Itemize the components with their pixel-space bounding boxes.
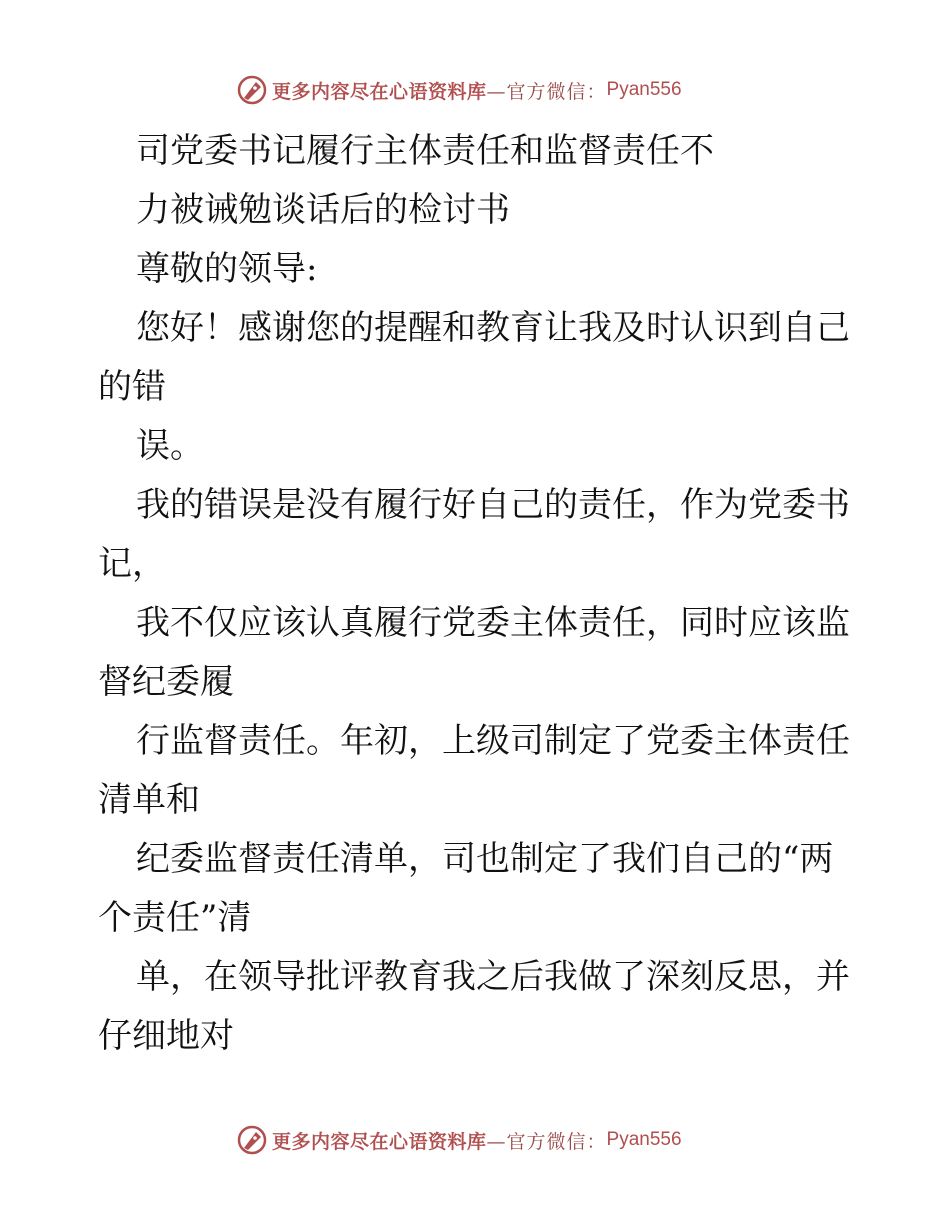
paragraph-line: 您好！感谢您的提醒和教育让我及时认识到自己: [136, 308, 850, 348]
salutation: 尊敬的领导:: [136, 249, 318, 289]
paragraph-line: 仔细地对: [98, 1016, 234, 1056]
paragraph-line: 我不仅应该认真履行党委主体责任，同时应该监: [136, 603, 850, 643]
pen-nib-logo-icon: [236, 1124, 268, 1156]
paragraph-line: 督纪委履: [98, 662, 234, 702]
paragraph-line: 清单和: [98, 780, 200, 820]
header-banner: [236, 72, 716, 108]
title-line-1: 司党委书记履行主体责任和监督责任不: [136, 131, 714, 171]
title-line-2: 力被诫勉谈话后的检讨书: [136, 190, 510, 230]
paragraph-line: 误。: [136, 426, 204, 466]
paragraph-line: 个责任”清: [98, 898, 252, 938]
document-body: [98, 122, 858, 1066]
paragraph-line: 行监督责任。年初，上级司制定了党委主体责任: [136, 721, 850, 761]
banner-wechat-id: Pyan556: [606, 79, 682, 100]
paragraph-line: 的错: [98, 367, 166, 407]
paragraph-line: 记，: [98, 544, 166, 584]
paragraph-line: 我的错误是没有履行好自己的责任，作为党委书: [136, 485, 850, 525]
paragraph-line: 纪委监督责任清单，司也制定了我们自己的“两: [136, 839, 834, 879]
pen-nib-logo-icon: [236, 74, 268, 106]
banner-main-text: 更多内容尽在心语资料库: [272, 1130, 487, 1153]
banner-main-text: 更多内容尽在心语资料库: [272, 80, 487, 103]
banner-sub-text: —官方微信：: [486, 1130, 607, 1153]
banner-sub-text: —官方微信：: [486, 80, 607, 103]
banner-wechat-id: Pyan556: [606, 1129, 682, 1150]
footer-banner: [236, 1122, 716, 1158]
paragraph-line: 单，在领导批评教育我之后我做了深刻反思，并: [136, 957, 850, 997]
